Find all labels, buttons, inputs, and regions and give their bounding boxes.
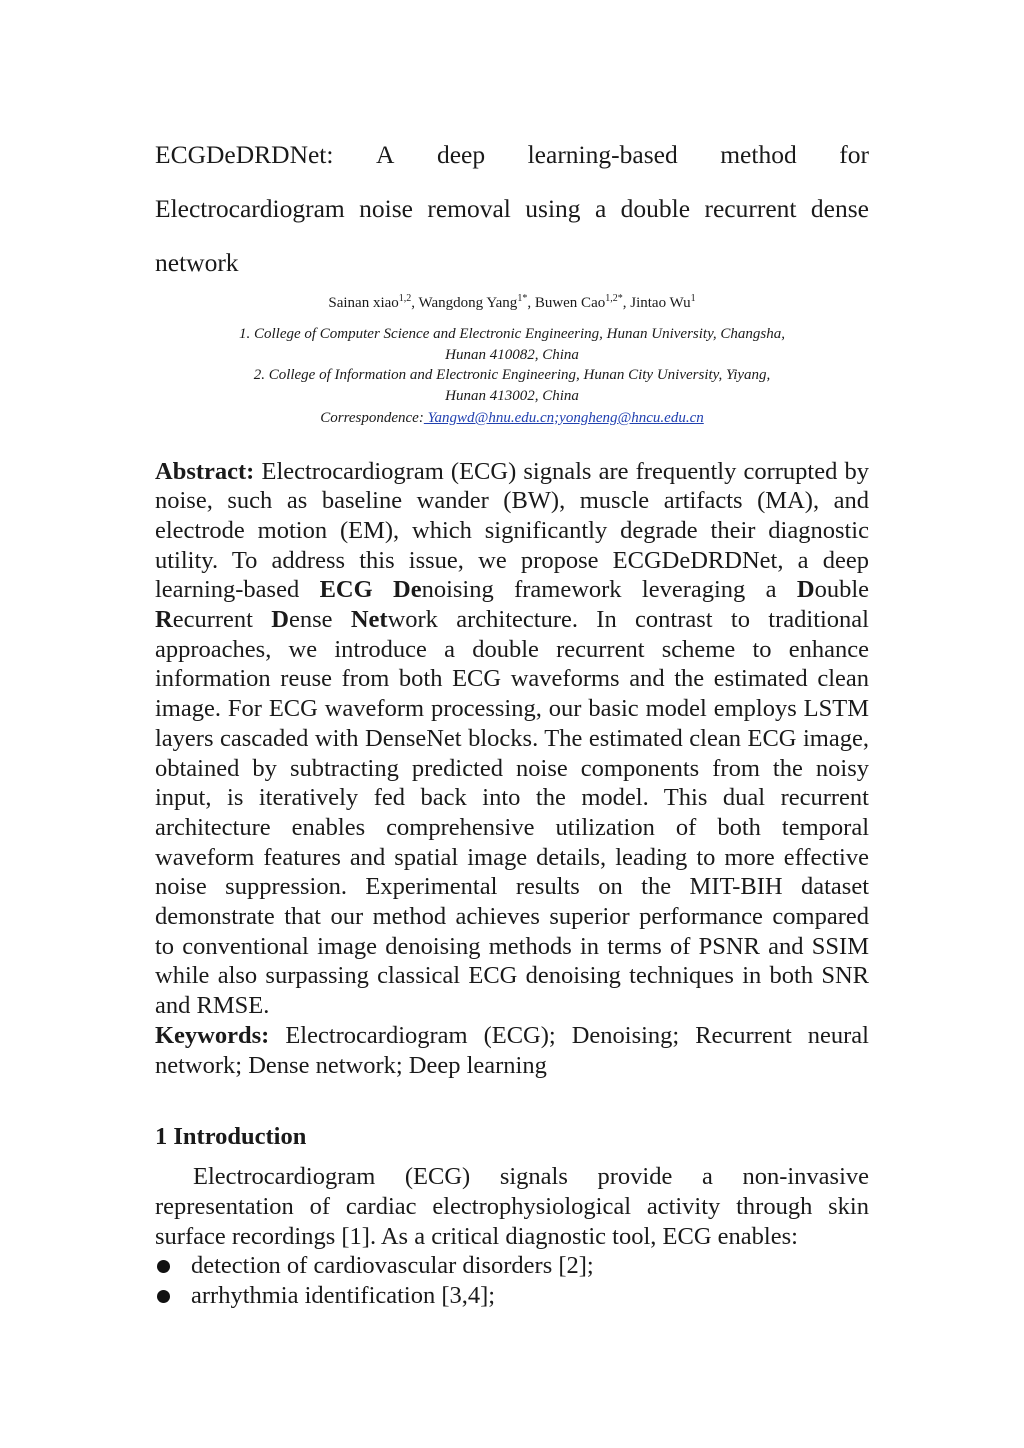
title-word: learning-based: [527, 140, 678, 169]
title-word: ECGDeDRDNet:: [155, 140, 334, 169]
paper-page: [155, 128, 869, 1311]
title-word: noise: [359, 194, 413, 223]
title-word: dense: [810, 194, 869, 223]
title-word: recurrent: [704, 194, 797, 223]
author-separator: ,: [411, 295, 419, 311]
title-word: removal: [427, 194, 511, 223]
affiliations: [155, 324, 869, 429]
list-item-text: arrhythmia identification [3,4];: [191, 1282, 496, 1310]
title-word: using: [525, 194, 581, 223]
correspondence-email-link[interactable]: Yangwd@hnu.edu.cn;yongheng@hncu.edu.cn: [423, 410, 704, 426]
title-word: deep: [436, 140, 486, 169]
affiliation-2: 2. College of Information and Electronic Engineering, Hunan City University, Yiyang, Hunan 413002, China: [253, 367, 771, 404]
title-word: a: [594, 194, 607, 223]
title-word: A: [376, 140, 395, 169]
title-word: Electrocardiogram: [155, 194, 345, 223]
keywords: [155, 1021, 869, 1080]
paper-title-line-3: network: [155, 248, 239, 277]
title-word: for: [839, 140, 869, 169]
correspondence-label: Correspondence:: [320, 410, 424, 426]
bullet-list: [155, 1251, 869, 1310]
abstract-bold: ECG De: [319, 576, 422, 604]
affiliation-1: 1. College of Computer Science and Electronic Engineering, Hunan University, Changsha, Hunan 410082, China: [238, 326, 786, 363]
list-item: [1, 1281, 869, 1311]
author-affil-sup: 1: [690, 293, 696, 304]
abstract-bold: D: [271, 606, 289, 634]
abstract-text: work architecture. In contrast to traditional approaches, we introduce a double recurrent scheme to enhance information reuse from both ECG waveforms and the estimated clean image. For ECG waveform processing, our basic model employs LSTM layers cascaded with DenseNet blocks. The estimated clean ECG image, obtained by subtracting predicted noise components from the noisy input, is iteratively fed back into the model. This dual recurrent architecture enables comprehensive utilization of both temporal waveform features and spatial image details, leading to more effective noise suppression. Experimental results on the MIT-BIH dataset demonstrate that our method achieves superior performance compared to conventional image denoising methods in terms of PSNR and SSIM while also surpassing classical ECG denoising techniques in both SNR and RMSE.: [155, 606, 869, 1020]
author-name: Jintao Wu: [630, 295, 691, 311]
bullet-dot-icon: [157, 1260, 170, 1273]
intro-paragraph: Electrocardiogram (ECG) signals provide a non-invasive representation of cardiac electrophysiological activity through skin surface recordings [1]. As a critical diagnostic tool, ECG enables:: [155, 1163, 869, 1250]
author-affil-sup: 1,2: [398, 293, 412, 304]
paper-title-line-2: [155, 182, 869, 236]
title-word: method: [720, 140, 797, 169]
abstract-label: Abstract:: [155, 457, 255, 485]
list-item-text: detection of cardiovascular disorders [2];: [191, 1252, 594, 1280]
bullet-dot-icon: [157, 1290, 170, 1303]
author-affil-sup: 1,2*: [605, 293, 623, 304]
abstract-text: ouble: [814, 576, 869, 604]
author-name: Buwen Cao: [534, 295, 606, 311]
author-separator: ,: [622, 295, 631, 311]
abstract-bold: Net: [350, 606, 388, 634]
author-name: Sainan xiao: [328, 295, 399, 311]
title-word: double: [620, 194, 691, 223]
abstract-text: noising framework leveraging a: [421, 576, 797, 604]
paper-title-line-1: [155, 128, 869, 182]
abstract-text: Electrocardiogram (ECG) signals are frequently corrupted by noise, such as baseline wander (BW), muscle artifacts (MA), and electrode motion (EM), which significantly degrade their diagnostic utility. To address this issue, we propose ECGDeDRDNet, a deep learning-based: [155, 457, 869, 604]
section-heading: 1 Introduction: [155, 1123, 307, 1151]
abstract-text: ense: [288, 606, 351, 634]
keywords-text: Electrocardiogram (ECG); Denoising; Recurrent neural network; Dense network; Deep learning: [155, 1021, 869, 1079]
correspondence: [155, 408, 869, 429]
author-affil-sup: 1*: [517, 293, 528, 304]
abstract-bold: D: [796, 576, 815, 604]
keywords-label: Keywords:: [155, 1021, 270, 1049]
author-separator: ,: [527, 295, 535, 311]
abstract-bold: R: [155, 606, 173, 634]
list-item: [1, 1251, 869, 1281]
author-list: [155, 292, 869, 314]
abstract-text: ecurrent: [172, 606, 272, 634]
abstract: [155, 457, 869, 1021]
author-name: Wangdong Yang: [418, 295, 518, 311]
